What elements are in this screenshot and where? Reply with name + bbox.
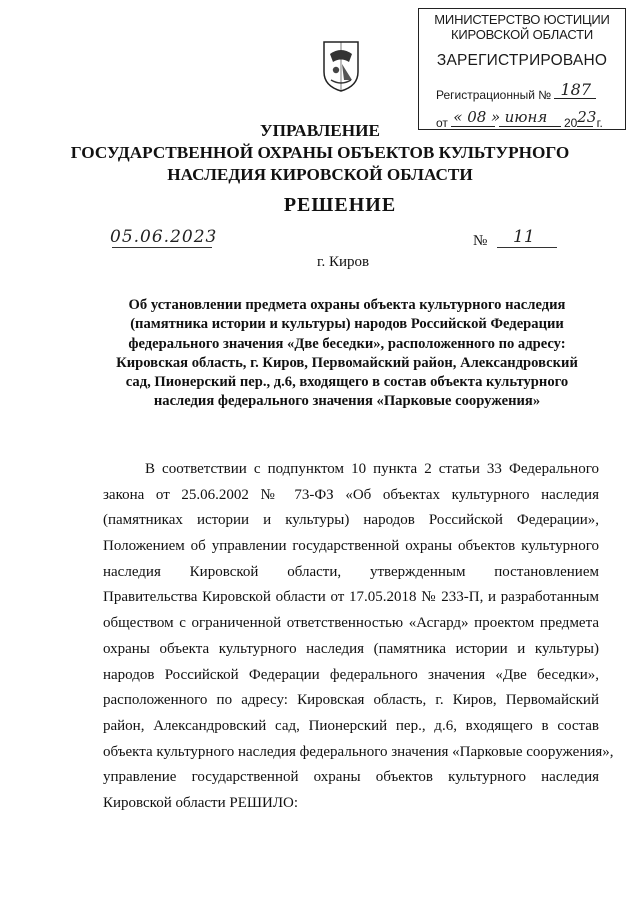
body-line: управление государственной охраны объектов культурного наследия [103,769,599,786]
body-line: охраны объекта культурного наследия (памятника истории и культуры) [103,640,599,657]
stamp-status: ЗАРЕГИСТРИРОВАНО [436,52,608,69]
body-line: расположенного по адресу: Кировская область, г. Киров, Первомайский [103,692,599,709]
organization-heading [0,120,640,186]
body-line: наследия Кировской области, утвержденным постановлением [103,563,599,580]
subject-line: (памятника истории и культуры) народов Российской Федерации [130,316,564,333]
stamp-year-prefix: 20 [563,116,578,130]
subject-line: Об установлении предмета охраны объекта культурного наследия [128,297,566,313]
body-line: В соответствии с подпунктом 10 пункта 2 статьи 33 Федерального [145,461,599,477]
stamp-month: июня [504,108,548,126]
subject-line: Кировская область, г. Киров, Первомайский район, Александровский [116,354,578,371]
stamp-reg-number-field [554,80,596,99]
stamp-date-prefix: от [436,116,448,130]
body-line: Положением об управлении государственной охраны объектов культурного [103,538,599,555]
org-line-2: ГОСУДАРСТВЕННОЙ ОХРАНЫ ОБЪЕКТОВ КУЛЬТУРНОГО [70,143,570,162]
subject-line: федерального значения «Две беседки», расположенного по адресу: [128,335,566,352]
decision-subject [95,296,599,412]
body-line: район, Александровский сад, Пионерский пер., д.6, входящего в состав [103,717,599,734]
stamp-day: « 08 » [453,108,501,126]
subject-line: наследия федерального значения «Парковые сооружения» [153,393,541,410]
document-date: 05.06.2023 [110,227,218,247]
body-line: народов Российской Федерации федерального значения «Две беседки», [103,666,599,683]
stamp-region: КИРОВСКОЙ ОБЛАСТИ [451,27,593,42]
stamp-ministry: МИНИСТЕРСТВО ЮСТИЦИИ [434,12,610,27]
stamp-reg-label: Регистрационный № [436,88,552,102]
stamp-reg-number: 187 [560,80,592,99]
org-line-1: УПРАВЛЕНИЕ [260,121,380,140]
number-sign: № [473,233,488,249]
document-city: г. Киров [317,254,370,270]
body-line: объекта культурного наследия федерального значения «Парковые сооружения», [103,743,614,760]
subject-line: сад, Пионерский пер., д.6, входящего в состав объекта культурного [125,374,569,391]
kirov-coat-of-arms-icon [322,40,360,92]
body-line: Правительства Кировской области от 17.05.2018 № 233-П, и разработанным [103,589,599,606]
stamp-date-suffix: г. [596,116,603,130]
document-number: 11 [513,227,535,247]
decision-body [103,457,614,817]
stamp-registration-line [436,80,596,102]
body-line: закона от 25.06.2002 № 73-ФЗ «Об объектах культурного наследия [103,486,599,503]
body-line: Кировской области РЕШИЛО: [103,794,299,811]
registration-stamp [418,8,626,130]
org-line-3: НАСЛЕДИЯ КИРОВСКОЙ ОБЛАСТИ [167,165,473,184]
document-type-heading: РЕШЕНИЕ [283,194,397,216]
body-line: обществом с ограниченной ответственностью «Асгард» проектом предмета [103,615,599,632]
body-line: (памятниках истории и культуры) народов Российской Федерации», [103,512,599,529]
stamp-year-suffix: 23 [577,108,597,126]
document-number-field [497,227,557,248]
document-date-field [110,227,218,248]
